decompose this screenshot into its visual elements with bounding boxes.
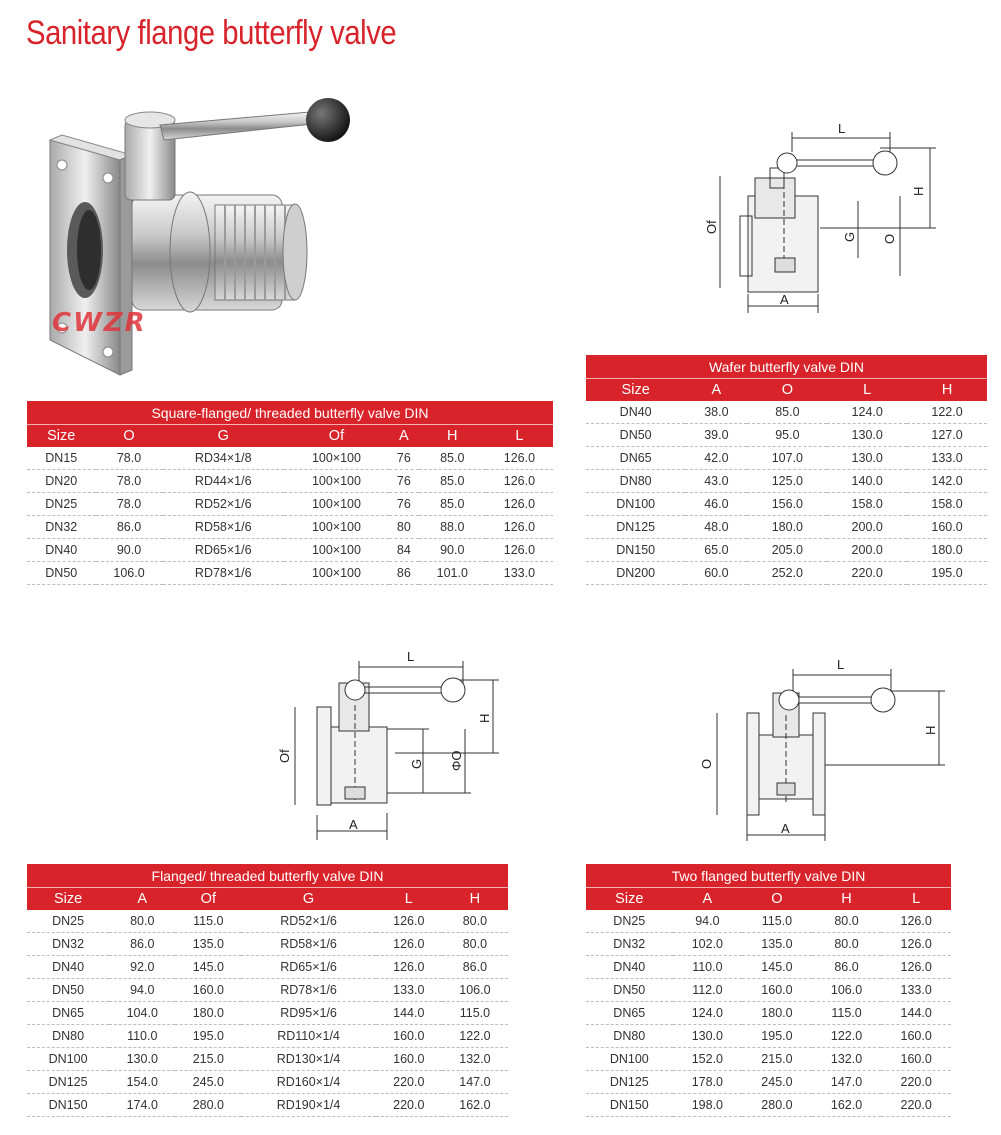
table-cell: 220.0	[881, 1094, 951, 1117]
table-cell: 144.0	[881, 1002, 951, 1025]
table-cell: 126.0	[376, 910, 442, 933]
table-cell: 220.0	[827, 562, 907, 585]
column-header: A	[685, 379, 747, 402]
table-row	[27, 447, 553, 470]
table-cell: 115.0	[812, 1002, 882, 1025]
table-row	[586, 401, 987, 424]
table-cell: DN25	[586, 910, 673, 933]
column-header: H	[419, 425, 486, 448]
table-cell: 80.0	[812, 933, 882, 956]
table-cell: DN50	[27, 562, 96, 585]
table-cell: DN32	[27, 516, 96, 539]
table-cell: 122.0	[907, 401, 987, 424]
table-caption: Flanged/ threaded butterfly valve DIN	[27, 864, 508, 888]
table-cell: 162.0	[812, 1094, 882, 1117]
table-cell: 126.0	[486, 493, 553, 516]
table-cell: 127.0	[907, 424, 987, 447]
column-header: H	[812, 888, 882, 911]
dim-label-G: G	[409, 758, 424, 769]
table-cell: 38.0	[685, 401, 747, 424]
table-row	[586, 956, 951, 979]
table-row	[586, 979, 951, 1002]
table-cell: 76	[389, 470, 419, 493]
dim-label-O: O	[882, 233, 897, 244]
table-row	[586, 447, 987, 470]
table-cell: 200.0	[827, 516, 907, 539]
table-cell: 160.0	[907, 516, 987, 539]
table-cell: 174.0	[109, 1094, 175, 1117]
table-row	[27, 539, 553, 562]
table-row	[27, 1048, 508, 1071]
table-cell: 102.0	[673, 933, 743, 956]
table-cell: 124.0	[827, 401, 907, 424]
table-cell: 80.0	[442, 933, 508, 956]
table-cell: 126.0	[486, 516, 553, 539]
table-cell: 100×100	[284, 447, 389, 470]
table-cell: 130.0	[827, 424, 907, 447]
table-cell: DN100	[586, 493, 685, 516]
table-cell: 126.0	[376, 933, 442, 956]
table-cell: DN125	[27, 1071, 109, 1094]
column-header: A	[389, 425, 419, 448]
dim-label-H: H	[923, 725, 938, 735]
table-cell: 160.0	[881, 1048, 951, 1071]
table-cell: 195.0	[742, 1025, 812, 1048]
column-header: Size	[586, 379, 685, 402]
table-cell: 158.0	[907, 493, 987, 516]
table-cell: DN32	[586, 933, 673, 956]
wafer-valve-drawing	[700, 118, 960, 318]
table-cell: 160.0	[881, 1025, 951, 1048]
column-header: O	[747, 379, 827, 402]
dim-label-Of: Of	[704, 220, 719, 234]
table-cell: 126.0	[486, 539, 553, 562]
column-header: O	[742, 888, 812, 911]
table-cell: RD58×1/6	[241, 933, 375, 956]
column-header: H	[907, 379, 987, 402]
brand-logo: CWZR	[52, 308, 147, 338]
table-cell: 107.0	[747, 447, 827, 470]
table-cell: 145.0	[742, 956, 812, 979]
table-cell: RD44×1/6	[163, 470, 284, 493]
table-cell: RD52×1/6	[163, 493, 284, 516]
table-cell: 133.0	[486, 562, 553, 585]
table-cell: 100×100	[284, 516, 389, 539]
table-row	[586, 933, 951, 956]
table-cell: 46.0	[685, 493, 747, 516]
table-caption: Square-flanged/ threaded butterfly valve DIN	[27, 401, 553, 425]
dim-label-L: L	[838, 121, 846, 136]
table-cell: 133.0	[881, 979, 951, 1002]
table-cell: 140.0	[827, 470, 907, 493]
table-cell: 280.0	[742, 1094, 812, 1117]
table-cell: 110.0	[109, 1025, 175, 1048]
dim-label-L: L	[407, 649, 415, 664]
table-cell: 122.0	[442, 1025, 508, 1048]
table-row	[27, 1094, 508, 1117]
table-cell: 152.0	[673, 1048, 743, 1071]
column-header: A	[109, 888, 175, 911]
table-cell: 180.0	[742, 1002, 812, 1025]
table-cell: 101.0	[419, 562, 486, 585]
table-cell: 94.0	[673, 910, 743, 933]
table-cell: 215.0	[175, 1048, 241, 1071]
dim-label-A: A	[780, 292, 789, 307]
table-cell: DN40	[27, 539, 96, 562]
table-cell: RD190×1/4	[241, 1094, 375, 1117]
table-cell: 88.0	[419, 516, 486, 539]
table-row	[586, 470, 987, 493]
table-cell: 86.0	[442, 956, 508, 979]
table-cell: DN150	[586, 1094, 673, 1117]
table-cell: 205.0	[747, 539, 827, 562]
table-cell: 126.0	[486, 470, 553, 493]
column-header: Size	[27, 888, 109, 911]
table-cell: 78.0	[96, 447, 163, 470]
table-cell: 80.0	[812, 910, 882, 933]
table-cell: RD65×1/6	[241, 956, 375, 979]
table-cell: 158.0	[827, 493, 907, 516]
table-cell: RD130×1/4	[241, 1048, 375, 1071]
table-cell: 92.0	[109, 956, 175, 979]
table-cell: 160.0	[742, 979, 812, 1002]
table-cell: DN40	[27, 956, 109, 979]
table-cell: 154.0	[109, 1071, 175, 1094]
column-header: L	[486, 425, 553, 448]
table-cell: DN80	[586, 470, 685, 493]
table-cell: 126.0	[376, 956, 442, 979]
column-header: Of	[284, 425, 389, 448]
table-cell: 48.0	[685, 516, 747, 539]
table-cell: 195.0	[907, 562, 987, 585]
table-cell: 78.0	[96, 493, 163, 516]
column-header: Size	[586, 888, 673, 911]
table-cell: DN15	[27, 447, 96, 470]
table-cell: 160.0	[175, 979, 241, 1002]
table-cell: 80	[389, 516, 419, 539]
table-cell: DN100	[27, 1048, 109, 1071]
table-cell: RD65×1/6	[163, 539, 284, 562]
table-cell: 122.0	[812, 1025, 882, 1048]
table-cell: 106.0	[812, 979, 882, 1002]
wafer-table	[586, 355, 987, 585]
square-flanged-table	[27, 401, 553, 585]
table-cell: 180.0	[907, 539, 987, 562]
table-row	[27, 493, 553, 516]
dim-label-O: O	[699, 758, 714, 769]
dim-label-A: A	[781, 821, 790, 836]
table-cell: 76	[389, 447, 419, 470]
table-cell: 126.0	[881, 956, 951, 979]
table-row	[27, 1025, 508, 1048]
table-cell: 43.0	[685, 470, 747, 493]
table-cell: DN100	[586, 1048, 673, 1071]
table-cell: 126.0	[486, 447, 553, 470]
table-cell: 280.0	[175, 1094, 241, 1117]
table-cell: 76	[389, 493, 419, 516]
table-cell: DN65	[586, 447, 685, 470]
table-cell: 126.0	[881, 933, 951, 956]
table-row	[586, 1094, 951, 1117]
column-header: O	[96, 425, 163, 448]
table-cell: 147.0	[442, 1071, 508, 1094]
table-row	[27, 470, 553, 493]
table-cell: 95.0	[747, 424, 827, 447]
column-header: G	[163, 425, 284, 448]
table-row	[27, 956, 508, 979]
table-cell: 80.0	[109, 910, 175, 933]
table-cell: DN65	[586, 1002, 673, 1025]
table-cell: 180.0	[175, 1002, 241, 1025]
table-row	[586, 516, 987, 539]
dim-label-phi-o: ΦO	[449, 750, 464, 771]
table-cell: 112.0	[673, 979, 743, 1002]
table-row	[27, 562, 553, 585]
table-cell: 215.0	[742, 1048, 812, 1071]
table-cell: DN200	[586, 562, 685, 585]
table-cell: 145.0	[175, 956, 241, 979]
table-cell: DN40	[586, 956, 673, 979]
table-cell: 160.0	[376, 1025, 442, 1048]
table-cell: 86.0	[109, 933, 175, 956]
table-cell: 106.0	[442, 979, 508, 1002]
table-cell: 115.0	[442, 1002, 508, 1025]
table-cell: DN25	[27, 910, 109, 933]
table-row	[586, 910, 951, 933]
table-cell: 42.0	[685, 447, 747, 470]
table-cell: 156.0	[747, 493, 827, 516]
table-row	[27, 979, 508, 1002]
table-row	[586, 1048, 951, 1071]
table-cell: 104.0	[109, 1002, 175, 1025]
dim-label-H: H	[911, 186, 926, 196]
table-cell: 115.0	[175, 910, 241, 933]
table-cell: 86.0	[96, 516, 163, 539]
table-cell: 110.0	[673, 956, 743, 979]
table-cell: 142.0	[907, 470, 987, 493]
table-cell: 90.0	[96, 539, 163, 562]
table-row	[27, 516, 553, 539]
table-cell: 130.0	[827, 447, 907, 470]
table-row	[586, 424, 987, 447]
dim-label-L: L	[837, 657, 845, 672]
dim-label-A: A	[349, 817, 358, 832]
table-row	[586, 1071, 951, 1094]
table-cell: RD110×1/4	[241, 1025, 375, 1048]
table-cell: RD160×1/4	[241, 1071, 375, 1094]
table-cell: RD78×1/6	[163, 562, 284, 585]
table-cell: 85.0	[419, 493, 486, 516]
table-cell: DN125	[586, 516, 685, 539]
table-caption: Wafer butterfly valve DIN	[586, 355, 987, 379]
table-cell: 90.0	[419, 539, 486, 562]
table-row	[27, 1002, 508, 1025]
table-cell: 200.0	[827, 539, 907, 562]
table-cell: RD34×1/8	[163, 447, 284, 470]
column-header: G	[241, 888, 375, 911]
table-cell: 86.0	[812, 956, 882, 979]
table-cell: 220.0	[376, 1071, 442, 1094]
table-cell: 85.0	[747, 401, 827, 424]
table-cell: DN20	[27, 470, 96, 493]
table-cell: 86	[389, 562, 419, 585]
table-cell: DN50	[27, 979, 109, 1002]
table-cell: RD95×1/6	[241, 1002, 375, 1025]
table-caption: Two flanged butterfly valve DIN	[586, 864, 951, 888]
table-cell: 178.0	[673, 1071, 743, 1094]
table-cell: 220.0	[376, 1094, 442, 1117]
table-cell: 85.0	[419, 447, 486, 470]
table-cell: 135.0	[742, 933, 812, 956]
table-cell: RD58×1/6	[163, 516, 284, 539]
table-cell: DN150	[27, 1094, 109, 1117]
column-header: L	[376, 888, 442, 911]
table-cell: 245.0	[175, 1071, 241, 1094]
table-cell: DN50	[586, 424, 685, 447]
column-header: A	[673, 888, 743, 911]
column-header: Size	[27, 425, 96, 448]
table-row	[586, 539, 987, 562]
table-cell: DN25	[27, 493, 96, 516]
table-row	[586, 1025, 951, 1048]
flanged-valve-drawing	[275, 645, 515, 845]
table-cell: 60.0	[685, 562, 747, 585]
table-cell: 245.0	[742, 1071, 812, 1094]
table-cell: 94.0	[109, 979, 175, 1002]
table-row	[586, 562, 987, 585]
two-flanged-valve-drawing	[695, 655, 955, 845]
table-cell: 147.0	[812, 1071, 882, 1094]
column-header: H	[442, 888, 508, 911]
table-cell: 100×100	[284, 470, 389, 493]
two-flanged-table	[586, 864, 951, 1117]
table-cell: DN40	[586, 401, 685, 424]
page-title: Sanitary flange butterfly valve	[26, 14, 397, 52]
table-cell: 135.0	[175, 933, 241, 956]
dim-label-H: H	[477, 713, 492, 723]
table-cell: 124.0	[673, 1002, 743, 1025]
table-cell: 132.0	[442, 1048, 508, 1071]
dim-label-Of: Of	[277, 749, 292, 763]
table-cell: 65.0	[685, 539, 747, 562]
table-cell: DN125	[586, 1071, 673, 1094]
table-cell: 39.0	[685, 424, 747, 447]
table-cell: 106.0	[96, 562, 163, 585]
table-cell: 126.0	[881, 910, 951, 933]
table-cell: 220.0	[881, 1071, 951, 1094]
table-cell: 125.0	[747, 470, 827, 493]
table-cell: RD52×1/6	[241, 910, 375, 933]
column-header: L	[827, 379, 907, 402]
table-cell: 100×100	[284, 539, 389, 562]
table-cell: 144.0	[376, 1002, 442, 1025]
table-cell: 100×100	[284, 493, 389, 516]
table-cell: RD78×1/6	[241, 979, 375, 1002]
table-row	[586, 1002, 951, 1025]
table-cell: DN80	[27, 1025, 109, 1048]
table-cell: 198.0	[673, 1094, 743, 1117]
table-cell: DN80	[586, 1025, 673, 1048]
table-row	[27, 1071, 508, 1094]
table-row	[27, 933, 508, 956]
table-row	[27, 910, 508, 933]
table-cell: 195.0	[175, 1025, 241, 1048]
table-cell: DN50	[586, 979, 673, 1002]
table-cell: 84	[389, 539, 419, 562]
table-cell: 133.0	[907, 447, 987, 470]
table-cell: DN65	[27, 1002, 109, 1025]
table-cell: 132.0	[812, 1048, 882, 1071]
table-cell: 115.0	[742, 910, 812, 933]
flanged-threaded-table	[27, 864, 508, 1117]
table-cell: 252.0	[747, 562, 827, 585]
table-cell: 162.0	[442, 1094, 508, 1117]
table-cell: 78.0	[96, 470, 163, 493]
table-cell: DN32	[27, 933, 109, 956]
table-cell: 80.0	[442, 910, 508, 933]
column-header: Of	[175, 888, 241, 911]
table-cell: 85.0	[419, 470, 486, 493]
table-cell: 130.0	[109, 1048, 175, 1071]
table-cell: 130.0	[673, 1025, 743, 1048]
dim-label-G: G	[842, 231, 857, 242]
table-cell: 160.0	[376, 1048, 442, 1071]
table-cell: 180.0	[747, 516, 827, 539]
table-cell: 100×100	[284, 562, 389, 585]
column-header: L	[881, 888, 951, 911]
table-row	[586, 493, 987, 516]
table-cell: 133.0	[376, 979, 442, 1002]
table-cell: DN150	[586, 539, 685, 562]
